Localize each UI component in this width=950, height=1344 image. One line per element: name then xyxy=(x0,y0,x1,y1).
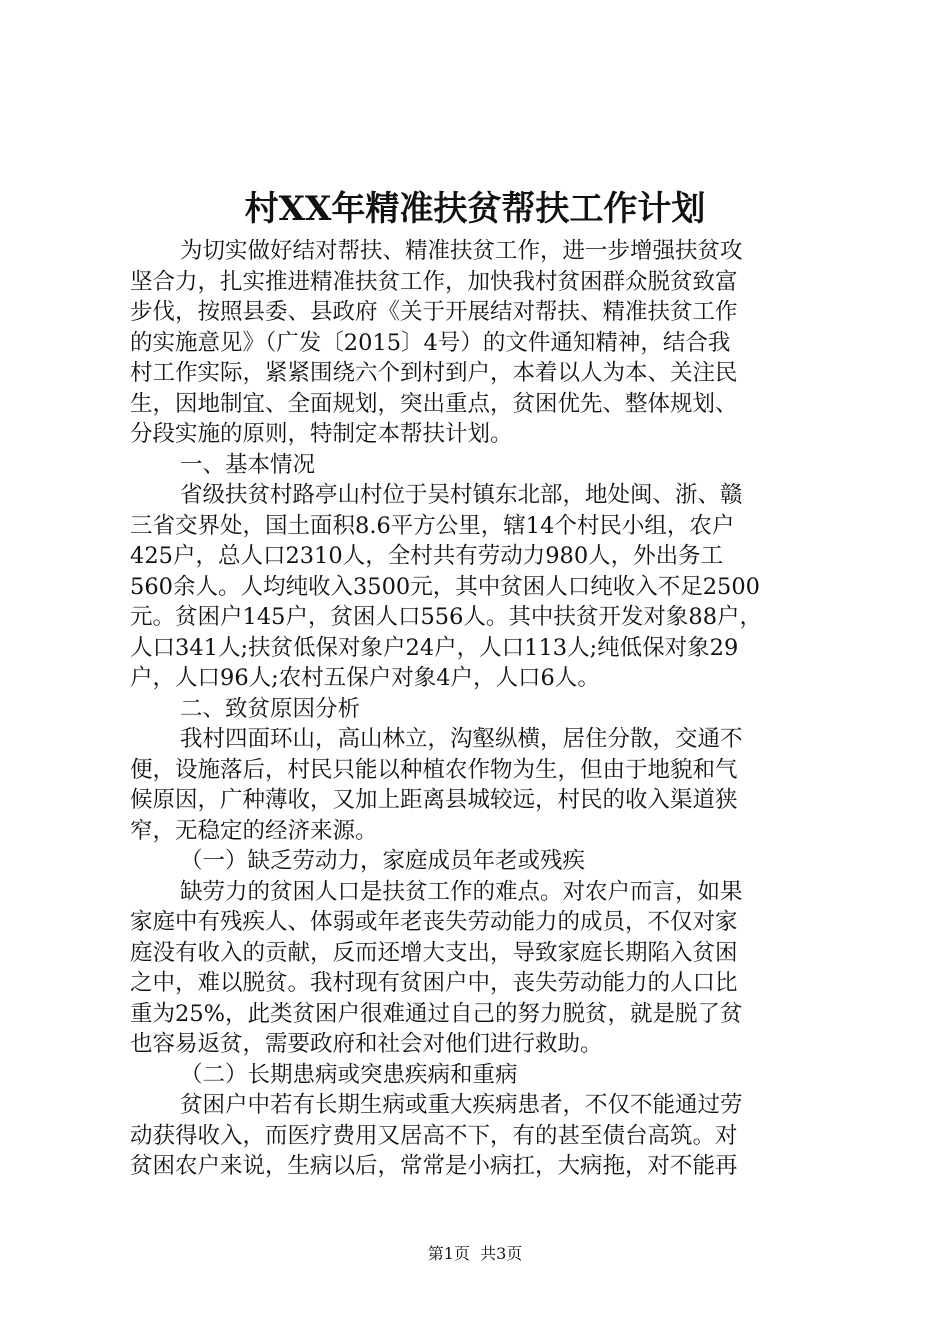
text-line: 庭没有收入的贡献，反而还增大支出，导致家庭长期陷入贫困 xyxy=(130,939,738,966)
text-line: 省级扶贫村路亭山村位于吴村镇东北部，地处闽、浙、赣 xyxy=(180,482,743,508)
text-line: 户，人口96人;农村五保户对象4户，人口6人。 xyxy=(130,665,600,691)
text-line: 村工作实际，紧紧围绕六个到村到户，本着以人为本、关注民 xyxy=(130,360,738,386)
text-line: 窄，无稳定的经济来源。 xyxy=(130,817,378,844)
section-heading: 一、基本情况 xyxy=(180,451,316,478)
text-line: 的实施意见》（广发〔2015〕4号）的文件通知精神，结合我 xyxy=(130,329,731,356)
document-title: 村XX年精准扶贫帮扶工作计划 xyxy=(244,189,706,229)
text-line: 候原因，广种薄收，又加上距离县城较远，村民的收入渠道狭 xyxy=(130,787,738,813)
text-line: 步伐，按照县委、县政府《关于开展结对帮扶、精准扶贫工作 xyxy=(130,299,738,325)
text-line: 便，设施落后，村民只能以种植农作物为生，但由于地貌和气 xyxy=(130,756,738,783)
subsection-heading: （一）缺乏劳动力，家庭成员年老或残疾 xyxy=(180,848,586,874)
text-line: 家庭中有残疾人、体弱或年老丧失劳动能力的成员，不仅对家 xyxy=(130,909,738,935)
text-line: 动获得收入，而医疗费用又居高不下，有的甚至债台高筑。对 xyxy=(130,1122,738,1149)
text-line: 也容易返贫，需要政府和社会对他们进行救助。 xyxy=(130,1031,603,1057)
text-line: 为切实做好结对帮扶、精准扶贫工作，进一步增强扶贫攻 xyxy=(180,238,743,264)
text-line: 560余人。人均纯收入3500元，其中贫困人口纯收入不足2500 xyxy=(130,573,760,600)
text-line: 生，因地制宜、全面规划，突出重点，贫困优先、整体规划、 xyxy=(130,390,738,417)
text-line: 我村四面环山，高山林立，沟壑纵横，居住分散，交通不 xyxy=(180,726,743,752)
text-line: 人口341人;扶贫低保对象户24户，人口113人;纯低保对象29 xyxy=(130,634,739,661)
text-line: 贫困户中若有长期生病或重大疾病患者，不仅不能通过劳 xyxy=(180,1092,743,1118)
text-line: 三省交界处，国土面积8.6平方公里，辖14个村民小组，农户 xyxy=(130,512,735,539)
text-line: 元。贫困户145户，贫困人口556人。其中扶贫开发对象88户， xyxy=(130,604,763,630)
text-line: 425户，总人口2310人，全村共有劳动力980人，外出务工 xyxy=(130,543,724,569)
text-line: 缺劳力的贫困人口是扶贫工作的难点。对农户而言，如果 xyxy=(180,878,743,905)
text-line: 重为25%，此类贫困户很难通过自己的努力脱贫，就是脱了贫 xyxy=(130,1000,743,1027)
text-line: 之中，难以脱贫。我村现有贫困户中，丧失劳动能力的人口比 xyxy=(130,970,738,996)
document-body xyxy=(130,236,830,1182)
page-footer: 第1页 共3页 xyxy=(427,1244,523,1263)
section-heading: 二、致贫原因分析 xyxy=(180,695,361,722)
text-line: 贫困农户来说，生病以后，常常是小病扛，大病拖，对不能再 xyxy=(130,1153,738,1179)
text-line: 分段实施的原则，特制定本帮扶计划。 xyxy=(130,421,513,447)
text-line: 坚合力，扎实推进精准扶贫工作，加快我村贫困群众脱贫致富 xyxy=(130,268,738,295)
subsection-heading: （二）长期患病或突患疾病和重病 xyxy=(180,1061,518,1088)
